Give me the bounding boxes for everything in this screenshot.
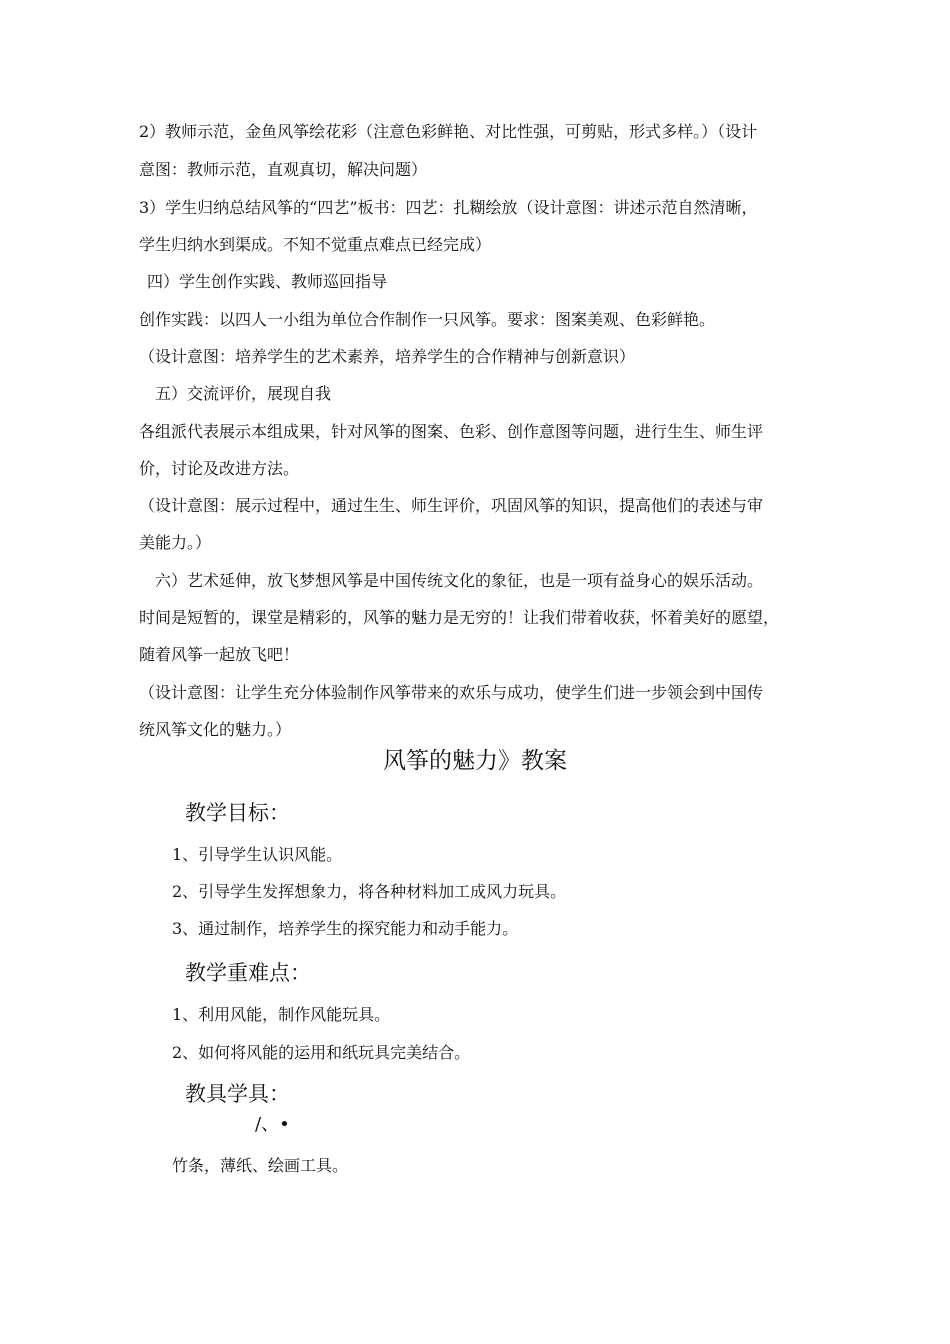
keypoint-item: 2、如何将风能的运用和纸玩具完美结合。 [172,1043,471,1062]
keypoint-item: 1、利用风能，制作风能玩具。 [172,1005,391,1024]
paragraph-line: 2）教师示范，金鱼风筝绘花彩（注意色彩鲜艳、对比性强，可剪贴，形式多样。）（设计 [139,122,758,141]
paragraph-line: 意图：教师示范，直观真切，解决问题） [139,160,428,179]
objective-item: 3、通过制作，培养学生的探究能力和动手能力。 [172,919,519,938]
paragraph-line: 美能力。） [139,533,212,552]
paragraph-line: 随着风筝一起放飞吧！ [139,645,300,664]
section-heading-five: 五）交流评价，展现自我 [155,384,332,403]
section-heading-six: 六）艺术延伸，放飞梦想风筝是中国传统文化的象征，也是一项有益身心的娱乐活动。 [155,571,764,590]
paragraph-line: 统风筝文化的魅力。） [139,720,292,739]
tools-heading: 教具学具： [185,1082,290,1106]
paragraph-line: （设计意图：展示过程中，通过生生、师生评价，巩固风筝的知识，提高他们的表述与审 [139,496,764,515]
objective-item: 1、引导学生认识风能。 [172,845,343,864]
objectives-heading: 教学目标： [185,801,290,825]
lesson-plan-title: 风筝的魅力》教案 [383,748,567,774]
tools-list: 竹条，薄纸、绘画工具。 [172,1156,349,1175]
paragraph-line: （设计意图：培养学生的艺术素养，培养学生的合作精神与创新意识） [139,347,636,366]
paragraph-line: （设计意图：让学生充分体验制作风筝带来的欢乐与成功，使学生们进一步领会到中国传 [139,683,764,702]
keypoints-heading: 教学重难点： [185,961,311,985]
paragraph-line: 各组派代表展示本组成果，针对风筝的图案、色彩、创作意图等问题，进行生生、师生评 [139,422,764,441]
objective-item: 2、引导学生发挥想象力，将各种材料加工成风力玩具。 [172,882,567,901]
paragraph-line: 学生归纳水到渠成。不知不觉重点难点已经完成） [139,235,492,254]
paragraph-line: 时间是短暂的，课堂是精彩的，风筝的魅力是无穷的！让我们带着收获，怀着美好的愿望， [139,608,780,627]
section-heading-four: 四）学生创作实践、教师巡回指导 [147,272,388,291]
paragraph-line: 3）学生归纳总结风筝的“四艺”板书：四艺：扎糊绘放（设计意图：讲述示范自然清晰， [139,198,758,217]
paragraph-line: 价，讨论及改进方法。 [139,459,300,478]
paragraph-line: 创作实践：以四人一小组为单位合作制作一只风筝。要求：图案美观、色彩鲜艳。 [139,310,716,329]
tools-mark: /、• [255,1114,290,1135]
